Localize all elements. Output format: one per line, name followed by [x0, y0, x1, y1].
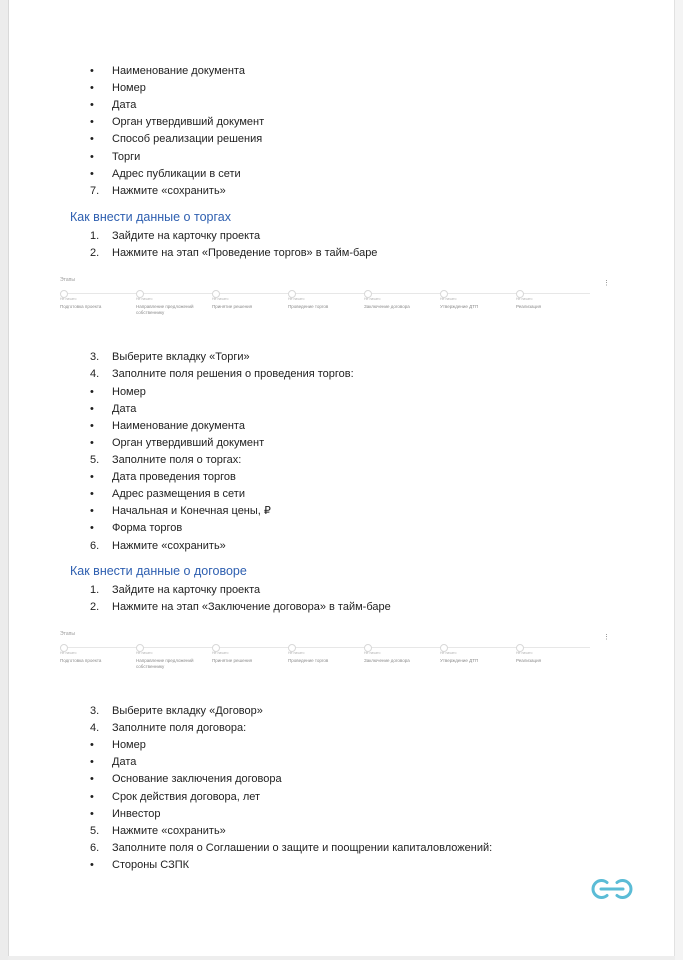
section-heading-dogovor: Как внести данные о договоре	[70, 564, 247, 578]
kebab-menu-icon: ⋮	[603, 280, 610, 287]
page-left-margin	[0, 0, 9, 960]
page-bottom-edge	[8, 956, 675, 960]
timeline-title: Этапы	[60, 277, 75, 283]
company-logo-icon	[589, 873, 635, 905]
timeline-screenshot-dogovor: Этапы ⋮ Не начато Подготовка проекта Не начато Направление предложений собственнику Не начато Принятие решения Не начато Проведение торгов Не начато Заключение договора Не начато Утверждение ДТП Не начато Реализация	[60, 631, 610, 669]
timeline-title: Этапы	[60, 631, 75, 637]
page-right-margin	[674, 0, 683, 960]
timeline-screenshot-torgi: Этапы ⋮ Не начато Подготовка проекта Не начато Направление предложений собственнику Не начато Принятие решения Не начато Проведение торгов Не начато Заключение договора Не начато Утверждение ДТП Не начато Реализация	[60, 277, 610, 315]
section-heading-torgi: Как внести данные о торгах	[70, 210, 231, 224]
kebab-menu-icon: ⋮	[603, 634, 610, 641]
